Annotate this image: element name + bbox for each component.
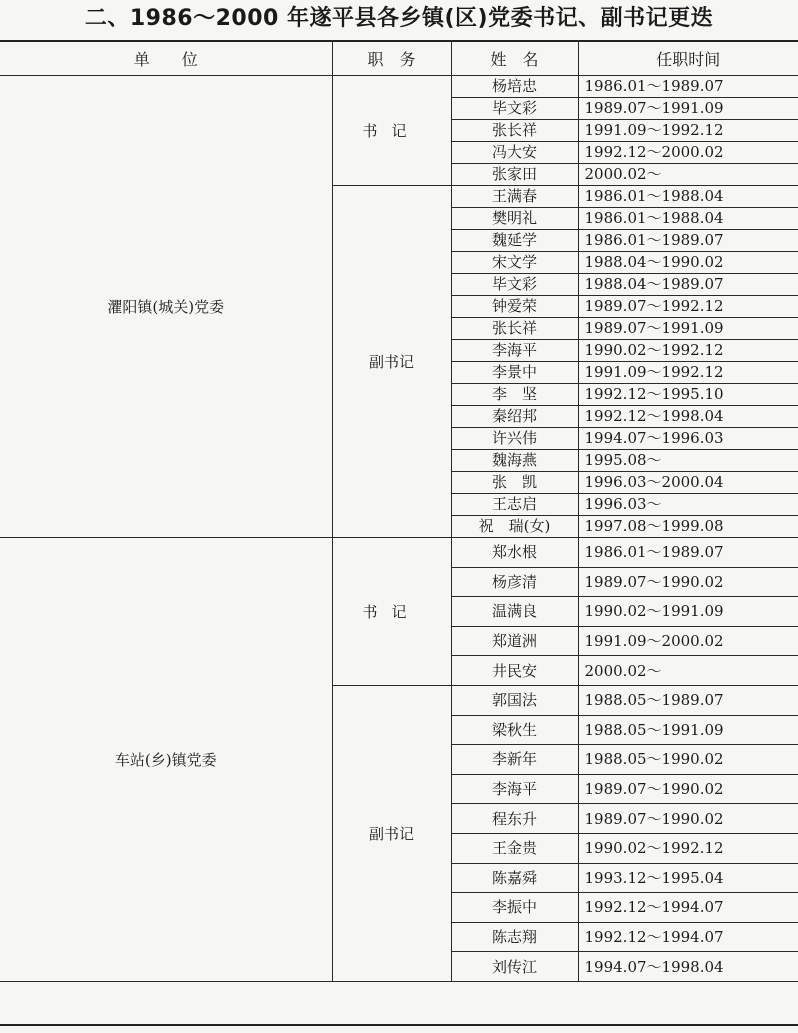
term-period: 1989.07～1991.09: [578, 98, 798, 120]
bottom-rule: [0, 1024, 798, 1026]
term-period: 1996.03～2000.04: [578, 472, 798, 494]
term-period: 1991.09～2000.02: [578, 626, 798, 656]
person-name: 魏延学: [451, 230, 578, 252]
person-name: 毕文彩: [451, 274, 578, 296]
person-name: 张家田: [451, 164, 578, 186]
person-name: 张长祥: [451, 120, 578, 142]
person-name: 许兴伟: [451, 428, 578, 450]
term-period: 1997.08～1999.08: [578, 516, 798, 538]
person-name: 郑水根: [451, 538, 578, 568]
person-name: 刘传江: [451, 952, 578, 982]
term-period: 1994.07～1996.03: [578, 428, 798, 450]
person-name: 秦绍邦: [451, 406, 578, 428]
unit-name: 灈阳镇(城关)党委: [0, 76, 332, 538]
term-period: 1986.01～1988.04: [578, 208, 798, 230]
person-name: 王金贵: [451, 833, 578, 863]
person-name: 李振中: [451, 893, 578, 923]
table-row: [0, 76, 798, 98]
unit-name: 车站(乡)镇党委: [0, 538, 332, 982]
person-name: 郭国法: [451, 685, 578, 715]
person-name: 祝 瑞(女): [451, 516, 578, 538]
table-header-row: [0, 41, 798, 76]
term-period: 1992.12～2000.02: [578, 142, 798, 164]
person-name: 李 坚: [451, 384, 578, 406]
term-period: 1989.07～1991.09: [578, 318, 798, 340]
person-name: 李景中: [451, 362, 578, 384]
header-unit: 单 位: [0, 41, 332, 76]
role-name: 书记: [332, 76, 451, 186]
person-name: 陈嘉舜: [451, 863, 578, 893]
term-period: 1986.01～1989.07: [578, 230, 798, 252]
person-name: 梁秋生: [451, 715, 578, 745]
person-name: 陈志翔: [451, 922, 578, 952]
header-name: 姓 名: [451, 41, 578, 76]
person-name: 李海平: [451, 340, 578, 362]
person-name: 樊明礼: [451, 208, 578, 230]
term-period: 1992.12～1994.07: [578, 922, 798, 952]
term-period: 1989.07～1992.12: [578, 296, 798, 318]
table-body: [0, 76, 798, 982]
term-period: 1991.09～1992.12: [578, 362, 798, 384]
term-period: 1995.08～: [578, 450, 798, 472]
person-name: 杨彦清: [451, 567, 578, 597]
person-name: 张长祥: [451, 318, 578, 340]
role-name: 书记: [332, 538, 451, 686]
person-name: 毕文彩: [451, 98, 578, 120]
term-period: 2000.02～: [578, 656, 798, 686]
term-period: 1990.02～1992.12: [578, 340, 798, 362]
person-name: 钟爱荣: [451, 296, 578, 318]
person-name: 温满良: [451, 597, 578, 627]
term-period: 1986.01～1989.07: [578, 76, 798, 98]
header-role: 职 务: [332, 41, 451, 76]
person-name: 魏海燕: [451, 450, 578, 472]
term-period: 1992.12～1998.04: [578, 406, 798, 428]
term-period: 1989.07～1990.02: [578, 774, 798, 804]
person-name: 宋文学: [451, 252, 578, 274]
term-period: 1991.09～1992.12: [578, 120, 798, 142]
person-name: 李海平: [451, 774, 578, 804]
table-row: [0, 538, 798, 568]
officials-table: [0, 40, 798, 982]
term-period: 1992.12～1994.07: [578, 893, 798, 923]
term-period: 1990.02～1991.09: [578, 597, 798, 627]
person-name: 杨培忠: [451, 76, 578, 98]
term-period: 1989.07～1990.02: [578, 567, 798, 597]
term-period: 1993.12～1995.04: [578, 863, 798, 893]
term-period: 1989.07～1990.02: [578, 804, 798, 834]
person-name: 郑道洲: [451, 626, 578, 656]
term-period: 1988.04～1989.07: [578, 274, 798, 296]
term-period: 1988.05～1991.09: [578, 715, 798, 745]
term-period: 1988.04～1990.02: [578, 252, 798, 274]
page-title: 二、1986～2000 年遂平县各乡镇(区)党委书记、副书记更迭: [84, 6, 714, 31]
header-period: 任职时间: [578, 41, 798, 76]
role-name: 副书记: [332, 685, 451, 981]
term-period: 1986.01～1989.07: [578, 538, 798, 568]
person-name: 王满春: [451, 186, 578, 208]
role-name: 副书记: [332, 186, 451, 538]
term-period: 1990.02～1992.12: [578, 833, 798, 863]
term-period: 1986.01～1988.04: [578, 186, 798, 208]
term-period: 1996.03～: [578, 494, 798, 516]
person-name: 李新年: [451, 745, 578, 775]
term-period: 1988.05～1990.02: [578, 745, 798, 775]
person-name: 张 凯: [451, 472, 578, 494]
term-period: 2000.02～: [578, 164, 798, 186]
person-name: 冯大安: [451, 142, 578, 164]
person-name: 王志启: [451, 494, 578, 516]
term-period: 1994.07～1998.04: [578, 952, 798, 982]
person-name: 程东升: [451, 804, 578, 834]
term-period: 1992.12～1995.10: [578, 384, 798, 406]
term-period: 1988.05～1989.07: [578, 685, 798, 715]
person-name: 井民安: [451, 656, 578, 686]
